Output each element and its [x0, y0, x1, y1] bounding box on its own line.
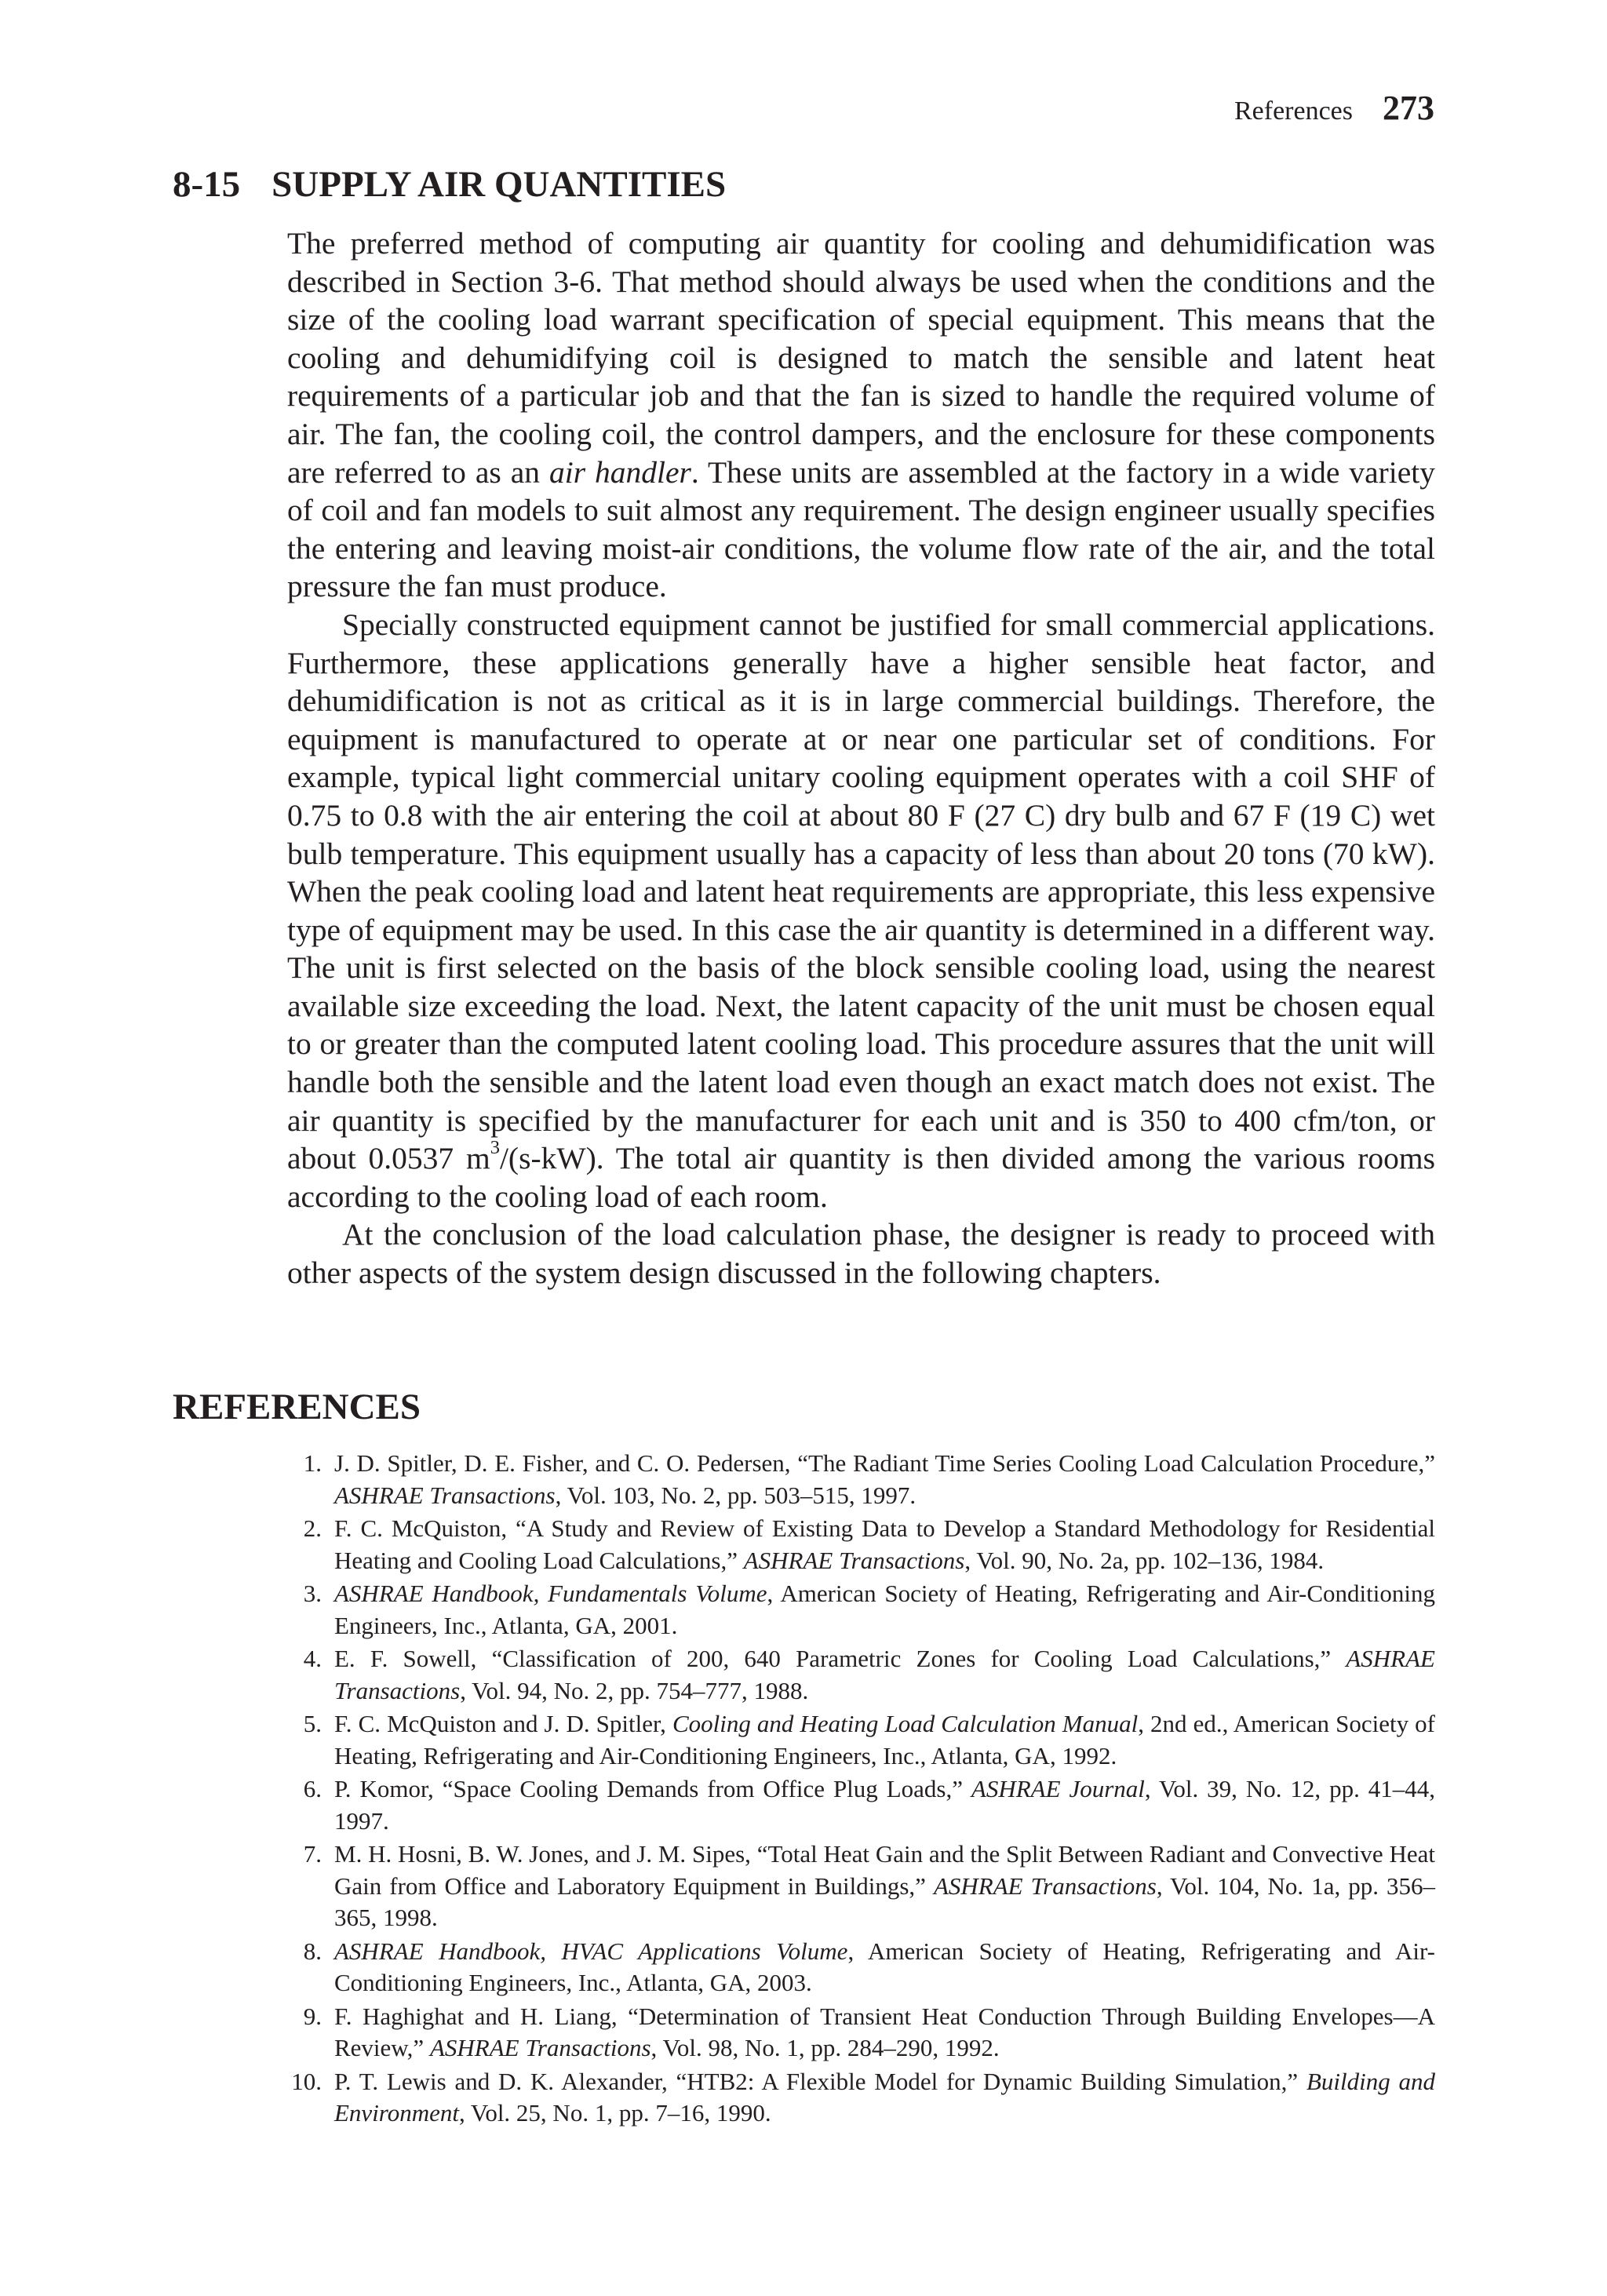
reference-item: [287, 1773, 1435, 1837]
reference-number: 8.: [303, 1937, 322, 1965]
reference-number: 5.: [303, 1710, 322, 1737]
reference-item: [287, 1513, 1435, 1576]
reference-item: [287, 1448, 1435, 1511]
reference-number: 6.: [303, 1775, 322, 1802]
reference-item: [287, 2066, 1435, 2130]
section-heading: [173, 163, 726, 206]
text-run: F. C. McQuiston and J. D. Spitler,: [334, 1710, 672, 1737]
text-run: , Vol. 98, No. 1, pp. 284–290, 1992.: [650, 2034, 1000, 2061]
italic-text: air handler: [548, 454, 691, 490]
text-run: P. T. Lewis and D. K. Alexander, “HTB2: A Flexible Model for Dynamic Building Simulation,”: [334, 2067, 1306, 2095]
text-run: , Vol. 90, No. 2a, pp. 102–136, 1984.: [964, 1546, 1325, 1574]
text-run: J. D. Spitler, D. E. Fisher, and C. O. Pedersen, “The Radiant Time Series Cooling Load Calculation Procedure,”: [334, 1449, 1435, 1477]
italic-text: ASHRAE Transactions: [334, 1645, 1435, 1704]
text-run: , Vol. 103, No. 2, pp. 503–515, 1997.: [555, 1481, 916, 1509]
paragraph: [287, 606, 1435, 1216]
reference-number: 10.: [291, 2067, 322, 2095]
section-number: 8-15: [173, 164, 241, 205]
italic-text: ASHRAE Journal: [971, 1775, 1145, 1802]
text-run: , Vol. 104, No. 1a, pp. 356–365, 1998.: [334, 1871, 1435, 1931]
reference-list: [287, 1448, 1435, 2130]
reference-item: [287, 1936, 1435, 1999]
text-run: E. F. Sowell, “Classification of 200, 640 Parametric Zones for Cooling Load Calculations,”: [334, 1645, 1346, 1672]
text-run: At the conclusion of the load calculation phase, the designer is ready to proceed with other aspects of the system design discussed in the following chapters.: [287, 1217, 1435, 1291]
reference-number: 3.: [303, 1580, 322, 1607]
reference-number: 7.: [303, 1840, 322, 1868]
italic-text: ASHRAE Handbook, Fundamentals Volume: [334, 1580, 767, 1607]
text-run: , American Society of Heating, Refrigerating and Air-Conditioning Engineers, Inc., Atlanta, GA, 2001.: [334, 1580, 1435, 1639]
text-run: M. H. Hosni, B. W. Jones, and J. M. Sipes, “Total Heat Gain and the Split Between Radiant and Convective Heat Gain from Office and Laboratory Equipment in Buildings,”: [334, 1840, 1435, 1900]
reference-item: [287, 1708, 1435, 1772]
italic-text: Cooling and Heating Load Calculation Manual: [672, 1710, 1139, 1737]
running-head: [1234, 88, 1434, 128]
text-run: . These units are assembled at the factory in a wide variety of coil and fan models to suit almost any requirement. The design engineer usually specifies the entering and leaving moist-air conditions, the volume flow rate of the air, and the total pressure the fan must produce.: [287, 454, 1435, 604]
running-head-title: References: [1233, 97, 1353, 126]
text-run: The preferred method of computing air quantity for cooling and dehumidification was described in Section 3-6. That method should always be used when the conditions and the size of the cooling load warrant specification of special equipment. This means that the cooling and dehumidifying coil is designed to match the sensible and latent heat requirements of a particular job and that the fan is sized to handle the required volume of air. The fan, the cooling coil, the control dampers, and the enclosure for these components are referred to as an: [287, 226, 1435, 490]
section-title: SUPPLY AIR QUANTITIES: [271, 164, 727, 205]
italic-text: ASHRAE Transactions: [743, 1546, 965, 1574]
text-run: F. Haghighat and H. Liang, “Determination of Transient Heat Conduction Through Building Envelopes—A Review,”: [334, 2002, 1435, 2061]
text-run: /(s-kW). The total air quantity is then divided among the various rooms according to the cooling load of each room.: [287, 1141, 1435, 1214]
text-run: , Vol. 94, No. 2, pp. 754–777, 1988.: [460, 1676, 809, 1704]
superscript-text: 3: [490, 1137, 500, 1159]
text-run: F. C. McQuiston, “A Study and Review of Existing Data to Develop a Standard Methodology for Residential Heating and Cooling Load Calculations,”: [334, 1514, 1435, 1574]
reference-item: [287, 1643, 1435, 1707]
text-run: Specially constructed equipment cannot be justified for small commercial applications. Furthermore, these applications generally have a higher sensible heat factor, and dehumidification is not as critical as it is in large commercial buildings. Therefore, the equipment is manufactured to operate at or near one particular set of conditions. For example, typical light commercial unitary cooling equipment operates with a coil SHF of 0.75 to 0.8 with the air entering the coil at about 80 F (27 C) dry bulb and 67 F (19 C) wet bulb temperature. This equipment usually has a capacity of less than about 20 tons (70 kW). When the peak cooling load and latent heat requirements are appropriate, this less expensive type of equipment may be used. In this case the air quantity is determined in a different way. The unit is first selected on the basis of the block sensible cooling load, using the nearest available size exceeding the load. Next, the latent capacity of the unit must be chosen equal to or greater than the computed latent cooling load. This procedure assures that the unit will handle both the sensible and the latent load even though an exact match does not exist. The air quantity is specified by the manufacturer for each unit and is 350 to 400 cfm/ton, or about 0.0537 m: [287, 607, 1435, 1176]
italic-text: ASHRAE Transactions: [933, 1871, 1157, 1900]
text-run: , Vol. 39, No. 12, pp. 41–44, 1997.: [334, 1775, 1435, 1835]
text-run: P. Komor, “Space Cooling Demands from Office Plug Loads,”: [334, 1775, 971, 1802]
text-run: , Vol. 25, No. 1, pp. 7–16, 1990.: [458, 2099, 771, 2127]
reference-number: 9.: [303, 2002, 322, 2030]
reference-item: [287, 1578, 1435, 1642]
reference-item: [287, 2001, 1435, 2065]
reference-number: 2.: [303, 1514, 322, 1542]
italic-text: ASHRAE Handbook, HVAC Applications Volume: [334, 1937, 848, 1965]
reference-number: 1.: [303, 1449, 322, 1477]
text-run: , 2nd ed., American Society of Heating, Refrigerating and Air-Conditioning Engineers, Inc., Atlanta, GA, 1992.: [334, 1710, 1435, 1769]
italic-text: ASHRAE Transactions: [334, 1481, 556, 1509]
text-run: , American Society of Heating, Refrigerating and Air-Conditioning Engineers, Inc., Atlanta, GA, 2003.: [334, 1937, 1436, 1996]
italic-text: ASHRAE Transactions: [429, 2034, 651, 2061]
paragraph: [287, 1215, 1435, 1292]
paragraph: [287, 224, 1435, 606]
section-body: [287, 224, 1435, 1292]
italic-text: Building and Environment: [334, 2067, 1436, 2127]
page-number: 273: [1383, 89, 1434, 127]
reference-item: [287, 1839, 1435, 1934]
references-heading: REFERENCES: [173, 1387, 421, 1427]
reference-number: 4.: [303, 1645, 322, 1672]
